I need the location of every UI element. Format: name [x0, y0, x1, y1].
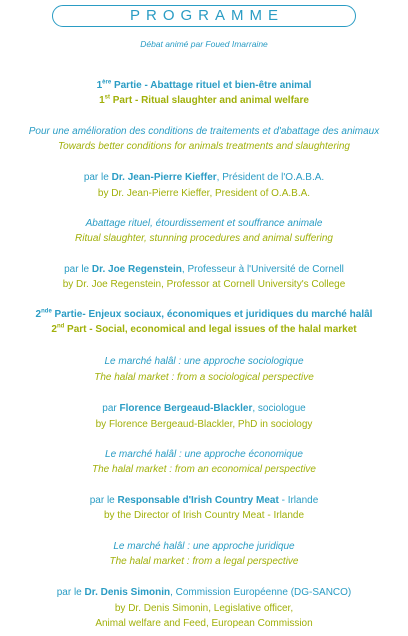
kieffer-en: by Dr. Jean-Pierre Kieffer, President of O.A.B.A. — [97, 188, 311, 199]
topic1-en: Ritual slaughter, stunning procedures and animal suffering — [75, 233, 333, 244]
topic3-en: The halal market : from an economical perspective — [92, 464, 316, 475]
simonin-fr: par le Dr. Denis Simonin, Commission Européenne (DG-SANCO) — [56, 587, 352, 598]
topic2-fr: Le marché halâl : une approche sociologique — [104, 356, 304, 367]
irish-en: by the Director of Irish Country Meat - Irlande — [103, 510, 305, 521]
bergeaud-fr: par Florence Bergeaud-Blackler, sociologue — [102, 403, 306, 414]
regenstein-fr: par le Dr. Joe Regenstein, Professeur à l'Université de Cornell — [64, 264, 344, 275]
programme-header — [52, 5, 356, 27]
regenstein-en: by Dr. Joe Regenstein, Professor at Cornell University's College — [62, 279, 346, 290]
bergeaud-en: by Florence Bergeaud-Blackler, PhD in sociology — [95, 419, 313, 430]
simonin-en-line1: by Dr. Denis Simonin, Legislative officer, — [114, 603, 294, 614]
part1-title-fr: 1ère Partie - Abattage rituel et bien-être animal — [96, 79, 312, 91]
topic4-fr: Le marché halâl : une approche juridique — [113, 541, 295, 552]
intro-en: Towards better conditions for animals treatments and slaughtering — [57, 141, 350, 152]
programme-title: PROGRAMME — [129, 7, 284, 24]
topic1-fr: Abattage rituel, étourdissement et souffrance animale — [85, 218, 323, 229]
kieffer-fr: par le Dr. Jean-Pierre Kieffer, Président de l'O.A.B.A. — [83, 172, 325, 183]
topic2-en: The halal market : from a sociological perspective — [94, 372, 314, 383]
simonin-en-line2: Animal welfare and Feed, European Commission — [95, 618, 313, 629]
part1-title-en: 1st Part - Ritual slaughter and animal welfare — [99, 94, 309, 106]
topic4-en: The halal market : from a legal perspective — [109, 556, 299, 567]
part2-title-fr: 2nde Partie- Enjeux sociaux, économiques et juridiques du marché halâl — [35, 308, 373, 320]
irish-fr: par le Responsable d'Irish Country Meat - Irlande — [89, 495, 319, 506]
part2-title-en: 2nd Part - Social, economical and legal issues of the halal market — [51, 323, 357, 335]
intro-fr: Pour une amélioration des conditions de traitements et d'abattage des animaux — [28, 126, 380, 137]
moderator-line: Débat animé par Foued Imarraine — [140, 39, 268, 49]
topic3-fr: Le marché halâl : une approche économique — [105, 449, 303, 460]
